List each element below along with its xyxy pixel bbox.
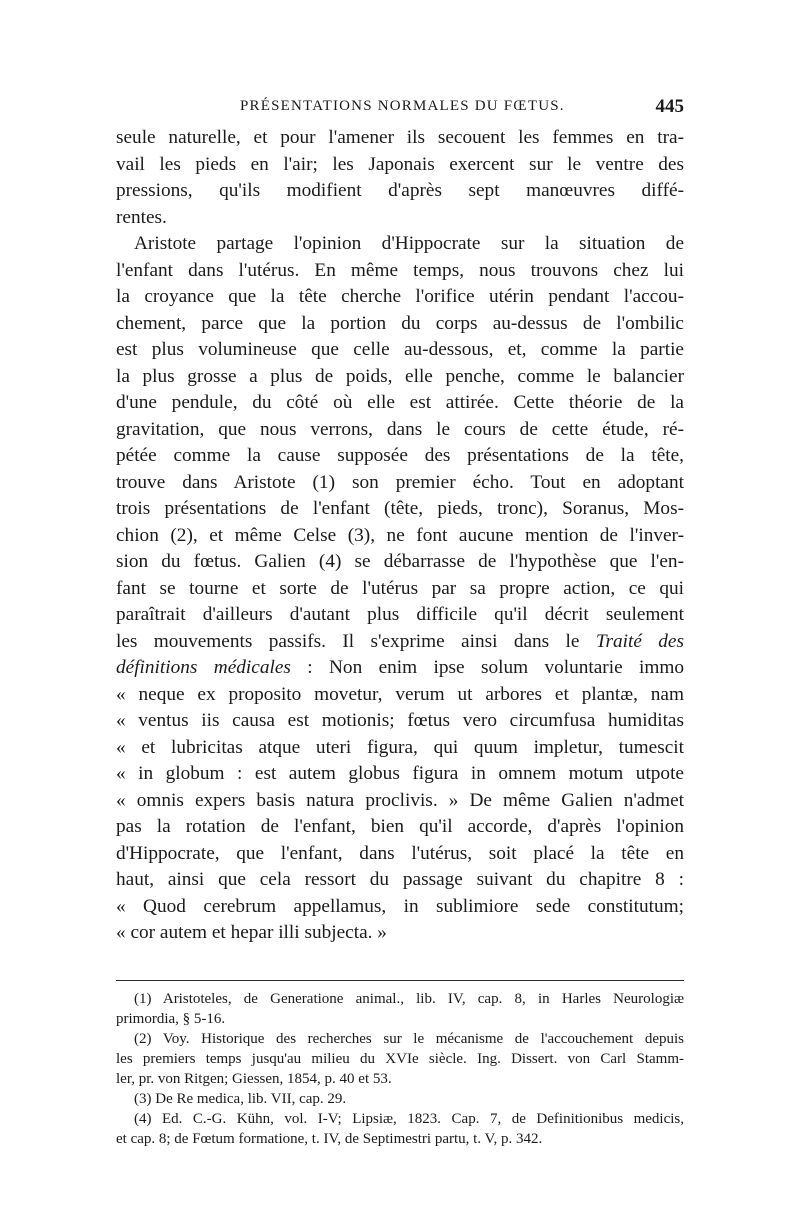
text-line-with-title xyxy=(116,629,684,656)
footnote-line: ler, pr. von Ritgen; Giessen, 1854, p. 40 et 53. xyxy=(116,1071,392,1087)
text-line: « neque ex proposito movetur, verum ut arbores et plantæ, nam xyxy=(116,683,684,705)
text-line: trouve dans Aristote (1) son premier écho. Tout en adoptant xyxy=(116,471,684,493)
text-line: sion du fœtus. Galien (4) se débarrasse de l'hypothèse que l'en- xyxy=(116,551,684,572)
text-line: haut, ainsi que cela ressort du passage suivant du chapitre 8 : xyxy=(116,869,684,890)
footnote-line: (2) Voy. Historique des recherches sur le mécanisme de l'accouchement depuis xyxy=(134,1031,684,1047)
page-number: 445 xyxy=(655,96,684,117)
text-line: d'Hippocrate, que l'enfant, dans l'utérus, soit placé la tête en xyxy=(116,842,684,864)
text-line: « ventus iis causa est motionis; fœtus vero circumfusa humiditas xyxy=(116,710,684,731)
italic-title: Traité des xyxy=(595,630,684,652)
text-line: rentes. xyxy=(116,206,167,228)
text-line: paraîtrait d'ailleurs d'autant plus difficile qu'il décrit seulement xyxy=(116,604,684,625)
text-line: vail les pieds en l'air; les Japonais exercent sur le ventre des xyxy=(116,153,684,175)
text-fragment: : Non enim ipse solum voluntarie immo xyxy=(290,657,684,678)
text-line: « omnis expers basis natura proclivis. » De même Galien n'admet xyxy=(116,789,684,811)
footnote-line: (3) De Re medica, lib. VII, cap. 29. xyxy=(134,1091,347,1107)
text-line: chement, parce que la portion du corps au-dessus de l'ombilic xyxy=(116,312,684,334)
text-line: « cor autem et hepar illi subjecta. » xyxy=(116,922,387,943)
text-line: d'une pendule, du côté où elle est attirée. Cette théorie de la xyxy=(116,392,684,413)
text-line: seule naturelle, et pour l'amener ils secouent les femmes en tra- xyxy=(116,127,684,148)
footnotes xyxy=(116,989,684,1149)
text-line: la plus grosse a plus de poids, elle penche, comme le balancier xyxy=(116,365,684,387)
text-line: fant se tourne et sorte de l'utérus par sa propre action, ce qui xyxy=(116,577,684,599)
text-line: l'enfant dans l'utérus. En même temps, nous trouvons chez lui xyxy=(116,259,684,281)
footnote-line: primordia, § 5-16. xyxy=(116,1011,226,1027)
text-line: trois présentations de l'enfant (tête, pieds, tronc), Soranus, Mos- xyxy=(116,498,684,519)
main-text xyxy=(116,125,684,947)
text-line: « Quod cerebrum appellamus, in sublimiore sede constitutum; xyxy=(116,895,684,917)
footnote-rule xyxy=(116,980,684,981)
page-header xyxy=(116,96,684,120)
footnote-line: (1) Aristoteles, de Generatione animal., lib. IV, cap. 8, in Harles Neurologiæ xyxy=(134,991,684,1007)
text-line: est plus volumineuse que celle au-dessous, et, comme la partie xyxy=(116,339,684,360)
text-line: pressions, qu'ils modifient d'après sept manœuvres diffé- xyxy=(116,180,684,201)
text-line: pétée comme la cause supposée des présentations de la tête, xyxy=(116,445,684,466)
text-line: la croyance que la tête cherche l'orifice utérin pendant l'accou- xyxy=(116,286,684,307)
footnote-line: les premiers temps jusqu'au milieu du XVIe siècle. Ing. Dissert. von Carl Stamm- xyxy=(116,1051,684,1067)
running-head: PRÉSENTATIONS NORMALES DU FŒTUS. xyxy=(240,98,565,114)
italic-title-cont: définitions médicales xyxy=(116,657,291,678)
text-fragment: les mouvements passifs. Il s'exprime ainsi dans le xyxy=(116,630,580,652)
footnote-line: et cap. 8; de Fœtum formatione, t. IV, de Septimestri partu, t. V, p. 342. xyxy=(116,1131,543,1147)
text-line: « in globum : est autem globus figura in omnem motum utpote xyxy=(116,763,684,784)
text-line: Aristote partage l'opinion d'Hippocrate sur la situation de xyxy=(134,233,684,254)
text-line: chion (2), et même Celse (3), ne font aucune mention de l'inver- xyxy=(116,524,684,546)
text-line-with-title xyxy=(116,655,684,682)
text-line: gravitation, que nous verrons, dans le cours de cette étude, ré- xyxy=(116,418,684,440)
text-line: pas la rotation de l'enfant, bien qu'il accorde, d'après l'opinion xyxy=(116,816,684,837)
footnote-line: (4) Ed. C.-G. Kühn, vol. I-V; Lipsiæ, 1823. Cap. 7, de Definitionibus medicis, xyxy=(134,1111,684,1127)
text-line: « et lubricitas atque uteri figura, qui quum impletur, tumescit xyxy=(116,736,684,758)
